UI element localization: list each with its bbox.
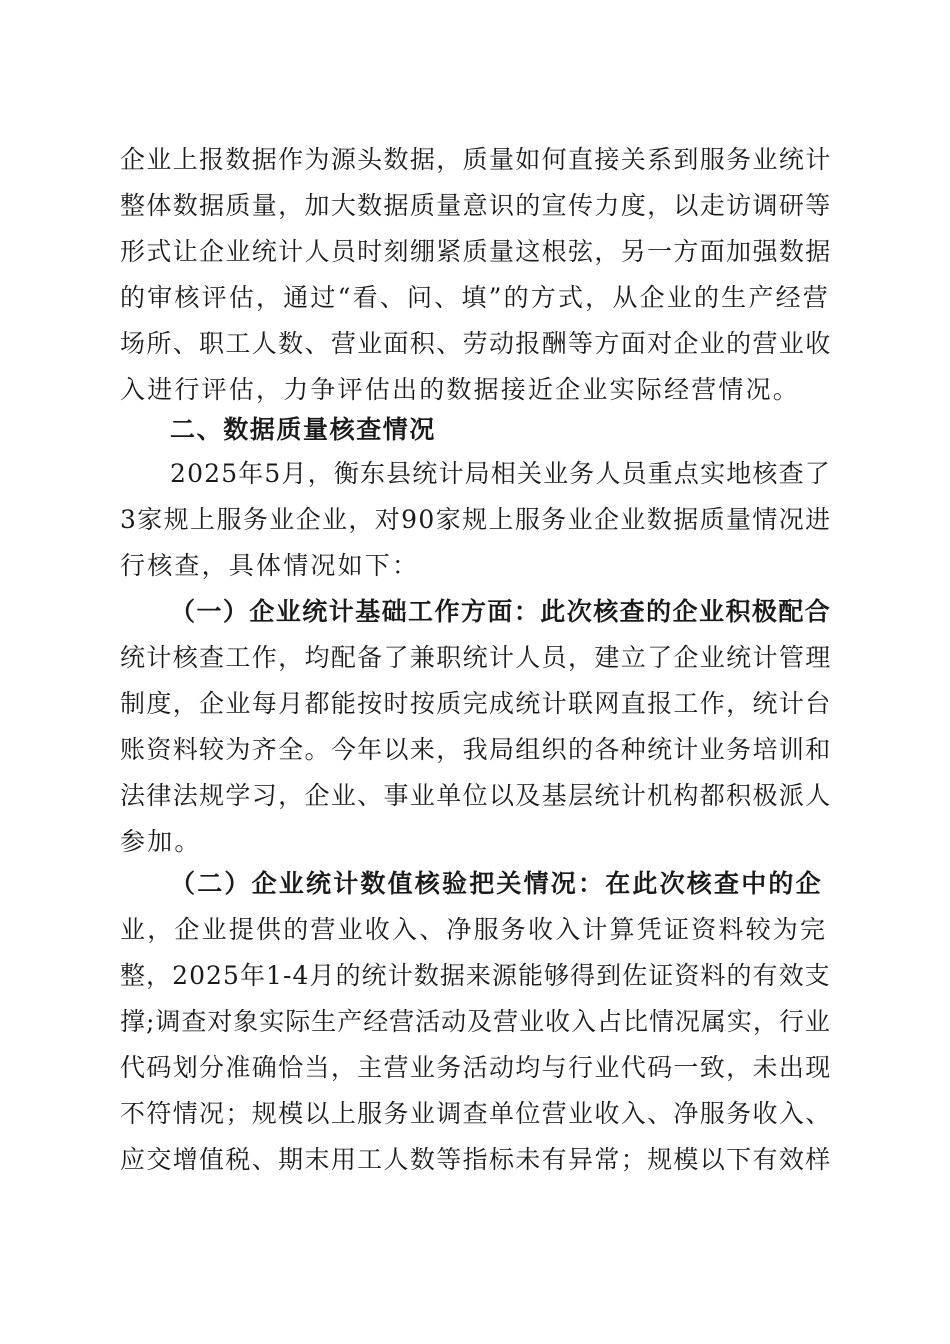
paragraph-line: 统计核查工作，均配备了兼职统计人员，建立了企业统计管理 bbox=[120, 643, 832, 672]
paragraph-line: 2025年5月，衡东县统计局相关业务人员重点实地核查了 bbox=[170, 459, 831, 488]
paragraph-line: 入进行评估，力争评估出的数据接近企业实际经营情况。 bbox=[120, 375, 801, 404]
paragraph-line: 制度，企业每月都能按时按质完成统计联网直报工作，统计台 bbox=[120, 689, 832, 718]
paragraph-line: 代码划分准确恰当，主营业务活动均与行业代码一致，未出现 bbox=[120, 1053, 832, 1082]
paragraph-line: 业，企业提供的营业收入、净服务收入计算凭证资料较为完 bbox=[120, 915, 828, 944]
paragraph-line: 3家规上服务业企业，对90家规上服务业企业数据质量情况进 bbox=[120, 505, 832, 534]
paragraph-line: 形式让企业统计人员时刻绷紧质量这根弦，另一方面加强数据 bbox=[120, 237, 832, 266]
paragraph-line: 场所、职工人数、营业面积、劳动报酬等方面对企业的营业收 bbox=[120, 329, 832, 358]
paragraph-line: 参加。 bbox=[120, 827, 202, 856]
paragraph-line: 整体数据质量，加大数据质量意识的宣传力度，以走访调研等 bbox=[120, 191, 832, 220]
paragraph-line: 撑;调查对象实际生产经营活动及营业收入占比情况属实，行业 bbox=[120, 1007, 831, 1036]
section-heading: 二、数据质量核查情况 bbox=[170, 415, 437, 444]
paragraph-line: 不符情况；规模以上服务业调查单位营业收入、净服务收入、 bbox=[120, 1099, 832, 1128]
paragraph-line: 行核查，具体情况如下： bbox=[120, 551, 420, 580]
paragraph-line: 的审核评估，通过“看、问、填”的方式，从企业的生产经营 bbox=[120, 283, 830, 312]
subsection-line: （二）企业统计数值核验把关情况：在此次核查中的企 bbox=[170, 869, 823, 898]
paragraph-line: 账资料较为齐全。今年以来，我局组织的各种统计业务培训和 bbox=[120, 735, 832, 764]
subsection-line: （一）企业统计基础工作方面：此次核查的企业积极配合 bbox=[170, 597, 832, 626]
paragraph-line: 整，2025年1-4月的统计数据来源能够得到佐证资料的有效支 bbox=[120, 961, 831, 990]
paragraph-line: 企业上报数据作为源头数据，质量如何直接关系到服务业统计 bbox=[120, 145, 832, 174]
paragraph-line: 法律法规学习，企业、事业单位以及基层统计机构都积极派人 bbox=[120, 781, 832, 810]
paragraph-line: 应交增值税、期末用工人数等指标未有异常；规模以下有效样 bbox=[120, 1145, 832, 1174]
